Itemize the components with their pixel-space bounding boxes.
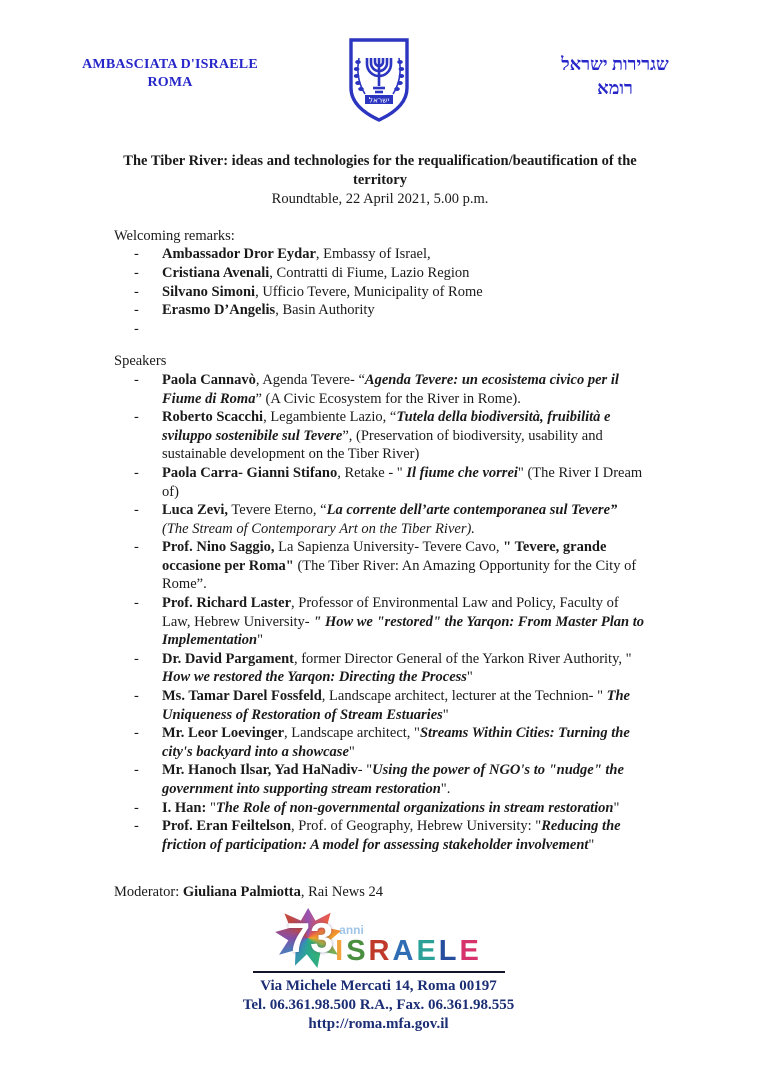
bullet-dash: -: [134, 264, 139, 281]
list-item: [114, 320, 646, 339]
embassy-hebrew-line2: רומא: [597, 78, 633, 98]
text-segment: Cristiana Avenali: [162, 264, 270, 281]
text-segment: Mr. Hanoch Ilsar, Yad HaNadiv: [162, 762, 358, 779]
text-segment: , former Director General of the Yarkon River Authority, ": [293, 650, 632, 667]
address-line: Via Michele Mercati 14, Roma 00197: [260, 978, 497, 994]
list-item-text: [162, 371, 646, 408]
bullet-dash: -: [134, 762, 139, 779]
logo-letter: L: [438, 935, 460, 967]
list-item: [114, 301, 646, 320]
text-segment: " How we "restored" the Yarqon: From Master Plan to Implementation: [162, 613, 644, 649]
list-item: [114, 408, 646, 464]
logo-anni-label: anni: [339, 923, 364, 937]
logo-number-73: 73: [286, 914, 334, 961]
logo-letter: I: [335, 935, 347, 967]
text-segment: (The Stream of Contemporary Art on the Tiber River).: [162, 520, 475, 537]
list-item: [114, 264, 646, 283]
logo-israele-wordmark: [335, 936, 482, 966]
text-segment: La corrente dell’arte contemporanea sul Tevere”: [326, 502, 618, 519]
text-segment: Prof. Nino Saggio,: [162, 539, 275, 556]
list-item: [114, 817, 646, 854]
bullet-dash: -: [134, 688, 139, 705]
list-item-text: [162, 761, 646, 798]
event-title: The Tiber River: ideas and technologies for the requalification/beautification of the territory: [123, 153, 637, 188]
text-segment: , Ufficio Tevere, Municipality of Rome: [255, 283, 483, 300]
list-item: [114, 761, 646, 798]
text-segment: Ms. Tamar Darel Fossfeld: [162, 688, 322, 705]
text-segment: , Legambiente Lazio, “: [263, 409, 397, 426]
contact-block: [0, 977, 757, 1034]
text-segment: Using the power of NGO's to "nudge" the government into supporting stream restoration: [162, 762, 624, 797]
text-segment: , Agenda Tevere- “: [255, 371, 365, 388]
text-segment: , Basin Authority: [275, 302, 375, 319]
text-segment: " Tevere, grande occasione per Roma": [162, 539, 607, 574]
text-segment: ” (A Civic Ecosystem for the River in Rome).: [255, 390, 521, 407]
text-segment: ": [466, 669, 473, 686]
israel-73-anniversary-logo: [0, 912, 757, 968]
text-segment: Erasmo D’Angelis: [162, 302, 276, 319]
text-segment: " (The River I Dream of): [162, 464, 643, 500]
bullet-dash: -: [134, 283, 139, 300]
list-item-text: [162, 464, 646, 501]
text-segment: , Landscape architect, ": [284, 725, 420, 742]
text-segment: ": [257, 632, 263, 649]
bullet-dash: -: [134, 725, 139, 742]
israel-state-emblem-icon: [338, 36, 420, 124]
document-body: [114, 152, 646, 902]
list-item: [114, 594, 646, 650]
text-segment: Moderator:: [114, 884, 183, 901]
emblem-hebrew-label: ישראל: [368, 95, 390, 105]
text-segment: Agenda Tevere: un ecosistema civico per il Fiume di Roma: [162, 371, 619, 407]
list-item: [114, 650, 646, 687]
list-item: [114, 687, 646, 724]
footer-divider: [253, 971, 505, 973]
list-item-text: [162, 245, 646, 264]
text-segment: Silvano Simoni: [162, 283, 256, 300]
embassy-name-hebrew: [525, 52, 705, 100]
list-item-text: [162, 724, 646, 761]
text-segment: Luca Zevi,: [162, 502, 229, 519]
embassy-name-line2: ROMA: [147, 75, 193, 90]
text-segment: ": [348, 743, 355, 760]
list-item: [114, 464, 646, 501]
list-item: [114, 501, 646, 538]
starburst-icon: [275, 908, 341, 968]
bullet-dash: -: [134, 595, 139, 612]
welcoming-remarks-heading: Welcoming remarks:: [114, 227, 235, 244]
speakers-list: [114, 371, 646, 854]
text-segment: Tutela della biodiversità, fruibilità e sviluppo sostenibile sul Tevere: [162, 409, 611, 444]
list-item-text: [162, 538, 646, 594]
bullet-dash: -: [134, 409, 139, 426]
text-segment: I. Han:: [162, 799, 210, 816]
text-segment: , Landscape architect, lecturer at the Technion- ": [321, 688, 607, 705]
bullet-dash: -: [134, 464, 139, 481]
list-item-text: [162, 301, 646, 320]
list-item-text: [162, 799, 646, 818]
website-link[interactable]: http://roma.mfa.gov.il: [308, 1016, 449, 1032]
text-segment: The Uniqueness of Restoration of Stream Estuaries: [162, 688, 630, 723]
text-segment: Reducing the friction of participation: A model for assessing stakeholder involvement: [162, 818, 621, 853]
list-item-text: [162, 687, 646, 724]
text-segment: ": [613, 799, 620, 816]
text-segment: ": [209, 799, 216, 816]
welcoming-list: [114, 245, 646, 338]
text-segment: , Contratti di Fiume, Lazio Region: [269, 264, 470, 281]
phone-fax-line: Tel. 06.361.98.500 R.A., Fax. 06.361.98.555: [242, 997, 515, 1013]
bullet-dash: -: [134, 302, 139, 319]
list-item: [114, 538, 646, 594]
embassy-name-italian: [72, 56, 268, 92]
logo-letter: R: [368, 935, 393, 967]
list-item: [114, 283, 646, 302]
text-segment: Dr. David Pargament: [162, 650, 294, 667]
embassy-name-line1: AMBASCIATA D'ISRAELE: [82, 57, 258, 72]
logo-letter: A: [392, 935, 417, 967]
footer: [0, 912, 757, 1034]
embassy-hebrew-line1: שגרירות ישראל: [561, 54, 669, 74]
bullet-dash: -: [134, 650, 139, 667]
text-segment: Prof. Eran Feiltelson: [162, 818, 292, 835]
text-segment: (The Tiber River: An Amazing Opportunity for the City of Rome”.: [162, 557, 637, 593]
list-item-text: [162, 594, 646, 650]
event-date-subtitle: Roundtable, 22 April 2021, 5.00 p.m.: [271, 191, 489, 208]
text-segment: , Professor of Environmental Law and Policy, Faculty of Law, Hebrew University-: [162, 595, 619, 630]
text-segment: Giuliana Palmiotta: [182, 884, 301, 901]
list-item-text: [162, 501, 646, 538]
text-segment: Ambassador Dror Eydar: [162, 246, 316, 263]
logo-letter: E: [459, 935, 482, 967]
text-segment: , Prof. of Geography, Hebrew University: ": [291, 818, 542, 835]
text-segment: Streams Within Cities: Turning the city's backyard into a showcase: [162, 725, 630, 760]
text-segment: How we restored the Yarqon: Directing the Process: [162, 669, 467, 686]
text-segment: Paola Cannavò: [162, 371, 256, 388]
text-segment: Mr. Leor Loevinger: [162, 725, 285, 742]
text-segment: The Role of non-governmental organizations in stream restoration: [215, 799, 614, 816]
list-item-text: [162, 408, 646, 464]
list-item-text: [162, 283, 646, 302]
list-item-text: [162, 320, 646, 339]
text-segment: , Embassy of Israel,: [315, 246, 431, 263]
text-segment: Il fiume che vorrei: [406, 464, 518, 481]
bullet-dash: -: [134, 818, 139, 835]
bullet-dash: -: [134, 539, 139, 556]
text-segment: Roberto Scacchi: [162, 409, 264, 426]
list-item: [114, 371, 646, 408]
text-segment: ": [588, 836, 595, 853]
list-item: [114, 245, 646, 264]
logo-letter: S: [346, 935, 369, 967]
list-item-text: [162, 650, 646, 687]
text-segment: Paola Carra- Gianni Stifano: [162, 464, 338, 481]
speakers-heading: Speakers: [114, 353, 167, 370]
text-segment: - ": [357, 762, 373, 779]
bullet-dash: -: [134, 246, 139, 263]
bullet-dash: -: [134, 502, 139, 519]
text-segment: Tevere Eterno, “: [228, 502, 327, 519]
text-segment: ”, (Preservation of biodiversity, usability and sustainable development on the Tiber River): [162, 427, 603, 463]
moderator-line: [114, 883, 646, 902]
bullet-dash: -: [134, 371, 139, 388]
text-segment: ": [442, 706, 449, 723]
text-segment: , Rai News 24: [300, 884, 384, 901]
logo-letter: E: [416, 935, 439, 967]
text-segment: La Sapienza University- Tevere Cavo,: [274, 539, 504, 556]
bullet-dash: -: [134, 799, 139, 816]
bullet-dash: -: [134, 320, 139, 337]
list-item: [114, 799, 646, 818]
text-segment: , Retake - ": [337, 464, 407, 481]
text-segment: ".: [440, 781, 451, 797]
list-item: [114, 724, 646, 761]
text-segment: Prof. Richard Laster: [162, 595, 291, 612]
list-item-text: [162, 264, 646, 283]
list-item-text: [162, 817, 646, 854]
